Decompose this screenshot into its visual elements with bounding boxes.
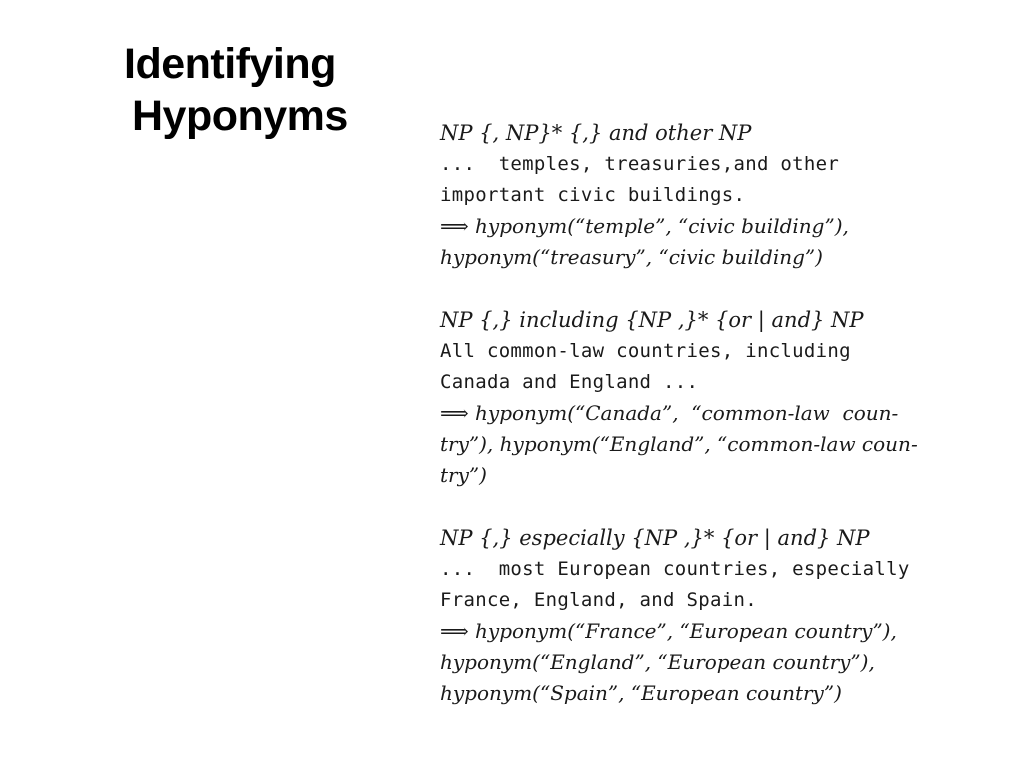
hyponym-result-line: ⟹ hyponym(“temple”, “civic building”), [440,214,849,238]
hyponym-result-line: try”) [440,463,487,487]
lexico-syntactic-pattern: NP {,} especially {NP ,}* {or | and} NP [440,526,870,550]
hyponym-result-line: hyponym(“Spain”, “European country”) [440,681,842,705]
pattern-block-especially [440,523,1000,709]
hyponym-result-line: try”), hyponym(“England”, “common-law coun- [440,432,918,456]
hyponym-result-line: ⟹ hyponym(“Canada”, “common-law coun- [440,401,899,425]
hyponym-result-line: hyponym(“treasury”, “civic building”) [440,245,823,269]
pattern-block-and-other [440,118,1000,273]
slide-title-line-1: Identifying [124,40,336,88]
example-sentence-line: ... most European countries, especially [440,558,910,580]
example-sentence-line: France, England, and Spain. [440,589,757,611]
example-sentence-line: Canada and England ... [440,371,699,393]
pattern-block-including [440,305,1000,491]
lexico-syntactic-pattern: NP {, NP}* {,} and other NP [440,121,752,145]
slide-title-line-2: Hyponyms [132,92,348,140]
example-sentence-line: important civic buildings. [440,184,746,206]
slide-title [124,38,348,142]
example-sentence-line: All common-law countries, including [440,340,851,362]
hyponym-result-line: hyponym(“England”, “European country”), [440,650,875,674]
example-sentence-line: ... temples, treasuries,and other [440,153,840,175]
lexico-syntactic-pattern: NP {,} including {NP ,}* {or | and} NP [440,308,864,332]
hyponym-patterns-excerpt [440,118,1000,709]
hyponym-result-line: ⟹ hyponym(“France”, “European country”), [440,619,897,643]
